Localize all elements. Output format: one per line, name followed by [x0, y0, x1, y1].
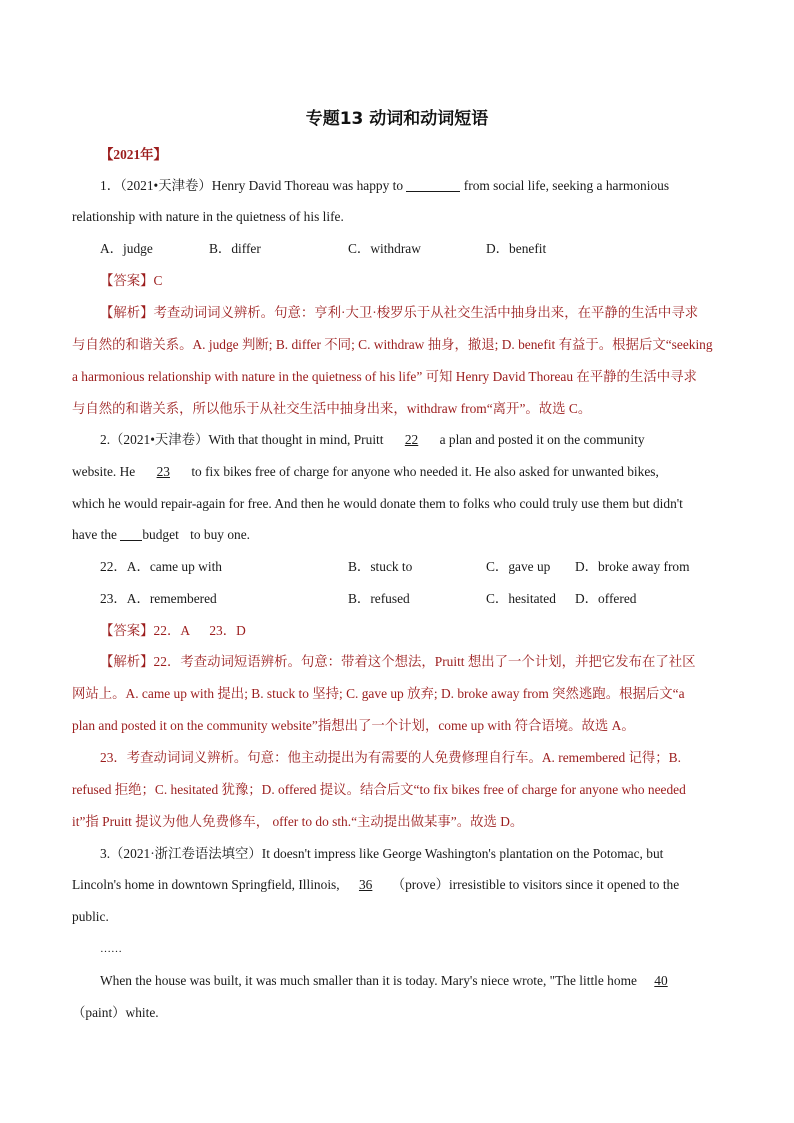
q3-line-3: public. [72, 909, 109, 924]
page-title: 专题13 动词和动词短语 [305, 109, 489, 129]
q3-stem-a: Lincoln's home in downtown Springfield, Illinois, [72, 877, 340, 892]
q22-analysis-line: 【解析】22．考查动词短语辨析。句意：带着这个想法，Pruitt 想出了一个计划，并把它发布在了社区 [100, 654, 696, 669]
q2-blank-22[interactable]: 22 [404, 432, 419, 447]
q2-stem-d: to fix bikes free of charge for anyone who needed it. He also asked for unwanted bikes, [191, 464, 659, 479]
q2-line-4 [72, 526, 250, 544]
q22-analysis-line: plan and posted it on the community website”指想出了一个计划，come up with 符合语境。故选 A。 [72, 718, 635, 733]
q22-option-a: 22．A．came up with [100, 559, 222, 574]
q22-option-b: B．stuck to [348, 559, 413, 574]
q2-line-3: which he would repair-again for free. And then he would donate them to folks who could truly use them but didn't [72, 496, 683, 511]
q1-option-d: D．benefit [486, 241, 547, 256]
q2-blank-23[interactable]: 23 [156, 464, 170, 479]
q23-option-a: 23．A．remembered [100, 591, 217, 606]
q3-blank-40[interactable]: 40 [654, 973, 668, 988]
q1-option-c: C．withdraw [348, 241, 421, 256]
q1-option-b: B．differ [209, 241, 261, 256]
q3-stem-b: （prove）irresistible to visitors since it opened to the [391, 877, 680, 892]
q1-analysis-line: 【解析】考查动词词义辨析。句意：亨利·大卫·梭罗乐于从社交生活中抽身出来，在平静的生活中寻求 [100, 305, 699, 320]
q2-line-2 [72, 463, 659, 481]
q3-line-2 [72, 876, 679, 894]
q1-line-2: relationship with nature in the quietness of his life. [72, 209, 344, 224]
q2-line-1 [100, 431, 645, 449]
q1-analysis-line: 与自然的和谐关系，所以他乐于从社交生活中抽身出来，withdraw from“离开”。故选 C。 [72, 401, 592, 416]
q1-answer: 【答案】C [100, 273, 163, 288]
q3-line-4 [100, 972, 682, 990]
q2-stem-g: to buy one. [190, 527, 251, 542]
q22-option-d: D．broke away from [575, 559, 690, 574]
q22-analysis-line: 网站上。A. came up with 提出; B. stuck to 坚持; C. gave up 放弃; D. broke away from 突然逃跑。根据后文“a [72, 686, 685, 701]
q1-option-a: A．judge [100, 241, 153, 256]
q2-stem-c: website. He [72, 464, 136, 479]
q3-line-1: 3.（2021·浙江卷语法填空）It doesn't impress like George Washington's plantation on the Potomac, but [100, 846, 664, 861]
q3-ellipsis: …… [100, 943, 122, 955]
q3-stem-c: When the house was built, it was much smaller than it is today. Mary's niece wrote, "The little home [100, 973, 637, 988]
q2-answer: 【答案】22．A 23．D [100, 623, 246, 638]
q1-analysis-line: 与自然的和谐关系。A. judge 判断; B. differ 不同; C. withdraw 抽身，撤退; D. benefit 有益于。根据后文“seeking [72, 337, 713, 352]
q3-blank-36[interactable]: 36 [358, 877, 373, 892]
q23-analysis-line: 23．考查动词词义辨析。句意：他主动提出为有需要的人免费修理自行车。A. remembered 记得；B. [100, 750, 681, 765]
q22-option-c: C．gave up [486, 559, 551, 574]
q1-stem-a: 1．（2021•天津卷）Henry David Thoreau was happy to [100, 178, 404, 193]
q23-analysis-line: refused 拒绝；C. hesitated 犹豫；D. offered 提议。结合后文“to fix bikes free of charge for anyone who needed [72, 782, 686, 797]
q2-blank-24[interactable] [120, 526, 142, 541]
q2-stem-e: have the [72, 527, 117, 542]
q1-line-1 [100, 177, 669, 195]
q23-option-d: D．offered [575, 591, 637, 606]
q1-stem-b: from social life, seeking a harmonious [463, 178, 670, 193]
q1-analysis-line: a harmonious relationship with nature in the quietness of his life” 可知 Henry David Thoreau 在平静的生活中寻求 [72, 369, 697, 384]
q3-line-5: （paint）white. [72, 1005, 159, 1020]
q1-blank[interactable] [406, 177, 460, 192]
q23-option-b: B．refused [348, 591, 410, 606]
q23-option-c: C．hesitated [486, 591, 556, 606]
q2-stem-f: budget [142, 527, 179, 542]
q2-stem-a: 2.（2021•天津卷）With that thought in mind, Pruitt [100, 432, 384, 447]
year-heading: 【2021年】 [100, 147, 167, 162]
q2-stem-b: a plan and posted it on the community [439, 432, 645, 447]
q23-analysis-line: it”指 Pruitt 提议为他人免费修车， offer to do sth.“主动提出做某事”。故选 D。 [72, 814, 524, 829]
